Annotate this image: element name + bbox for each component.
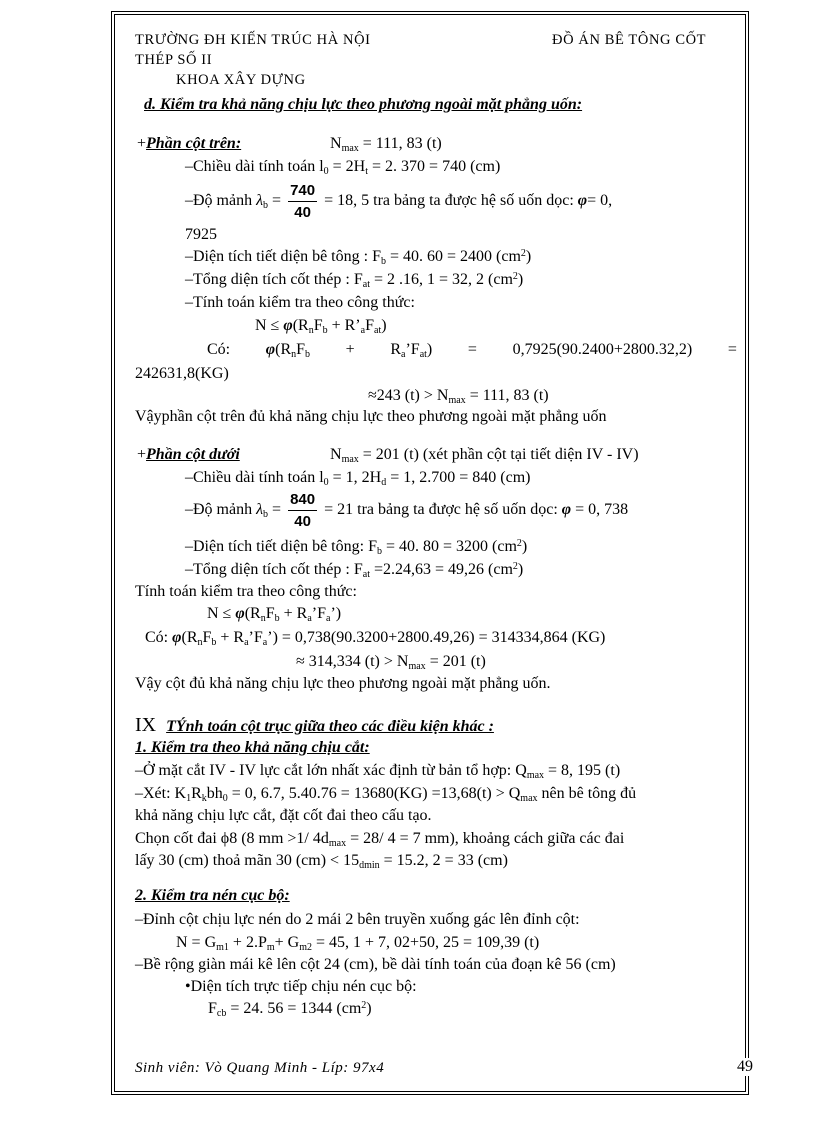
section-ix-number: IX bbox=[135, 714, 157, 736]
upper-check-text: –Tính toán kiểm tra theo công thức: bbox=[185, 294, 415, 311]
upper-part-heading: +Phần cột trên: bbox=[137, 135, 242, 152]
header-faculty: KHOA XÂY DỰNG bbox=[176, 72, 306, 88]
local-compression-title: 2. Kiểm tra nén cục bộ: bbox=[135, 887, 290, 904]
local-line-5: $F_{cb} = 24$. 56 = 1344 $(cm^2)$ bbox=[208, 1000, 372, 1019]
shear-line-4: Chọn cốt đai ϕ8 (8 mm >1/ $4d_{max} = 28/$ 4 = 7 mm), khoảng cách giữa các đai bbox=[135, 830, 625, 849]
local-line-3: –Bề rộng giàn mái kê lên cột 24 (cm), bề dài tính toán của đoạn kê 56 (cm) bbox=[135, 956, 616, 973]
upper-approx: ≈243 $(t) > N_{max} = 111$, 83 (t) bbox=[368, 387, 549, 406]
lower-slenderness-fraction: $\frac{840}{40}$ bbox=[290, 491, 316, 530]
upper-calculation: Có: $\varphi(R_nF_b$ + $R_a’F_{at}$) = 0,7925(90.2400+2800.32,2) = bbox=[207, 341, 737, 360]
upper-slenderness: –Độ mảnh $\lambda_b$ = $\frac{740}{40}$ = 18, 5 tra bảng ta được hệ số uốn dọc: φ= 0, bbox=[185, 182, 613, 221]
section-d-title: d. Kiểm tra khả năng chịu lực theo phương ngoài mặt phẳng uốn: bbox=[144, 96, 583, 113]
header-school: TRƯỜNG ĐH KIẾN TRÚC HÀ NỘI bbox=[135, 32, 371, 48]
lower-nmax: $N_{max} = 201$ (t) (xét phần cột tại tiết diện IV - IV) bbox=[330, 446, 639, 465]
lower-check-text: Tính toán kiểm tra theo công thức: bbox=[135, 583, 357, 600]
lower-conclusion: Vậy cột đủ khả năng chịu lực theo phương ngoài mặt phẳng uốn. bbox=[135, 675, 551, 692]
upper-part-label: Phần cột trên: bbox=[146, 135, 242, 152]
local-line-4: •Diện tích trực tiếp chịu nén cục bộ: bbox=[185, 978, 417, 995]
shear-check-title: 1. Kiểm tra theo khả năng chịu cắt: bbox=[135, 739, 370, 756]
header-project-continued: THÉP SỐ II bbox=[135, 52, 213, 68]
upper-nmax: $N_{max} = 111$, 83 (t) bbox=[330, 135, 442, 154]
shear-line-3: khả năng chịu lực cắt, đặt cốt đai theo cấu tạo. bbox=[135, 807, 432, 824]
lower-calculation: Có: $\varphi(R_nF_b$ + $R_a’F_a’) = 0,738(90.3200+2800.49,26) = 314334,864$ (KG) bbox=[145, 629, 606, 648]
shear-line-2: –Xét: $K_1R_kbh_0 = 0$, 6.7, $5.40.76 = 13680(KG) =13,68(t) > Q_{max}$ nên bê tông đủ bbox=[135, 785, 637, 804]
section-ix-heading bbox=[135, 714, 494, 737]
shear-line-5: lấy 30 (cm) thoả mãn 30 $(cm) < 15_{dmin} = 15.2$, 2 = 33 (cm) bbox=[135, 852, 508, 871]
lower-formula: $N \le \varphi(R_nF_b$ + $R_a’F_a$’) bbox=[207, 605, 342, 624]
lower-approx: ≈ 314,334 $(t) > N_{max} = 201$ (t) bbox=[296, 653, 486, 672]
header-project: ĐỒ ÁN BÊ TÔNG CỐT bbox=[552, 32, 707, 48]
upper-slenderness-fraction: $\frac{740}{40}$ bbox=[290, 182, 316, 221]
upper-formula: $N \le \varphi(R_nF_b$ + $R’_aF_{at}$) bbox=[255, 317, 387, 336]
page-number: 49 bbox=[737, 1058, 753, 1075]
lower-concrete-area: –Diện tích tiết diện bê tông: $F_b = 40$. 80 = 3200 $(cm^2)$ bbox=[185, 538, 528, 557]
lower-slenderness: –Độ mảnh $\lambda_b$ = $\frac{840}{40}$ = 21 tra bảng ta được hệ số uốn dọc: φ = 0, 738 bbox=[185, 491, 629, 530]
upper-calculation-value: 242631,8(KG) bbox=[135, 365, 229, 382]
lower-part-label: Phần cột dưới bbox=[146, 446, 240, 463]
lower-length: –Chiều dài tính toán $l_0 = 1$, $2H_d = 1$, 2.700 = 840 (cm) bbox=[185, 469, 531, 488]
footer-student: Sinh viên: Vò Quang Minh - Líp: 97x4 bbox=[135, 1060, 385, 1076]
local-line-2: $N = G_{m1} + 2.P_m+ G_{m2} = 45$, 1 + 7, 02+50, 25 = 109,39 (t) bbox=[176, 934, 540, 953]
upper-concrete-area: –Diện tích tiết diện bê tông : $F_b = 40$. 60 = 2400 $(cm^2)$ bbox=[185, 248, 532, 267]
lower-steel-area: –Tổng diện tích cốt thép : $F_{at} =2.24,63 = 49,26$ $(cm^2)$ bbox=[185, 561, 524, 580]
upper-phi-value: 7925 bbox=[185, 226, 217, 243]
section-ix-title: TÝnh toán cột trục giữa theo các điều kiện khác : bbox=[166, 718, 494, 735]
upper-steel-area: –Tổng diện tích cốt thép : $F_{at} = 2$ .16, 1 = 32, 2 $(cm^2)$ bbox=[185, 271, 524, 290]
upper-conclusion: Vậyphần cột trên đủ khả năng chịu lực theo phương ngoài mặt phẳng uốn bbox=[135, 408, 607, 425]
shear-line-1: –Ở mặt cắt IV - IV lực cắt lớn nhất xác định từ bản tổ hợp: $Q_{max} = 8$, 195 (t) bbox=[135, 762, 621, 781]
lower-part-heading: +Phần cột dưới bbox=[137, 446, 240, 463]
upper-length: –Chiều dài tính toán $l_0 = 2H_t = 2$. 370 = 740 (cm) bbox=[185, 158, 501, 177]
local-line-1: –Đỉnh cột chịu lực nén do 2 mái 2 bên truyền xuống gác lên đỉnh cột: bbox=[135, 911, 580, 928]
